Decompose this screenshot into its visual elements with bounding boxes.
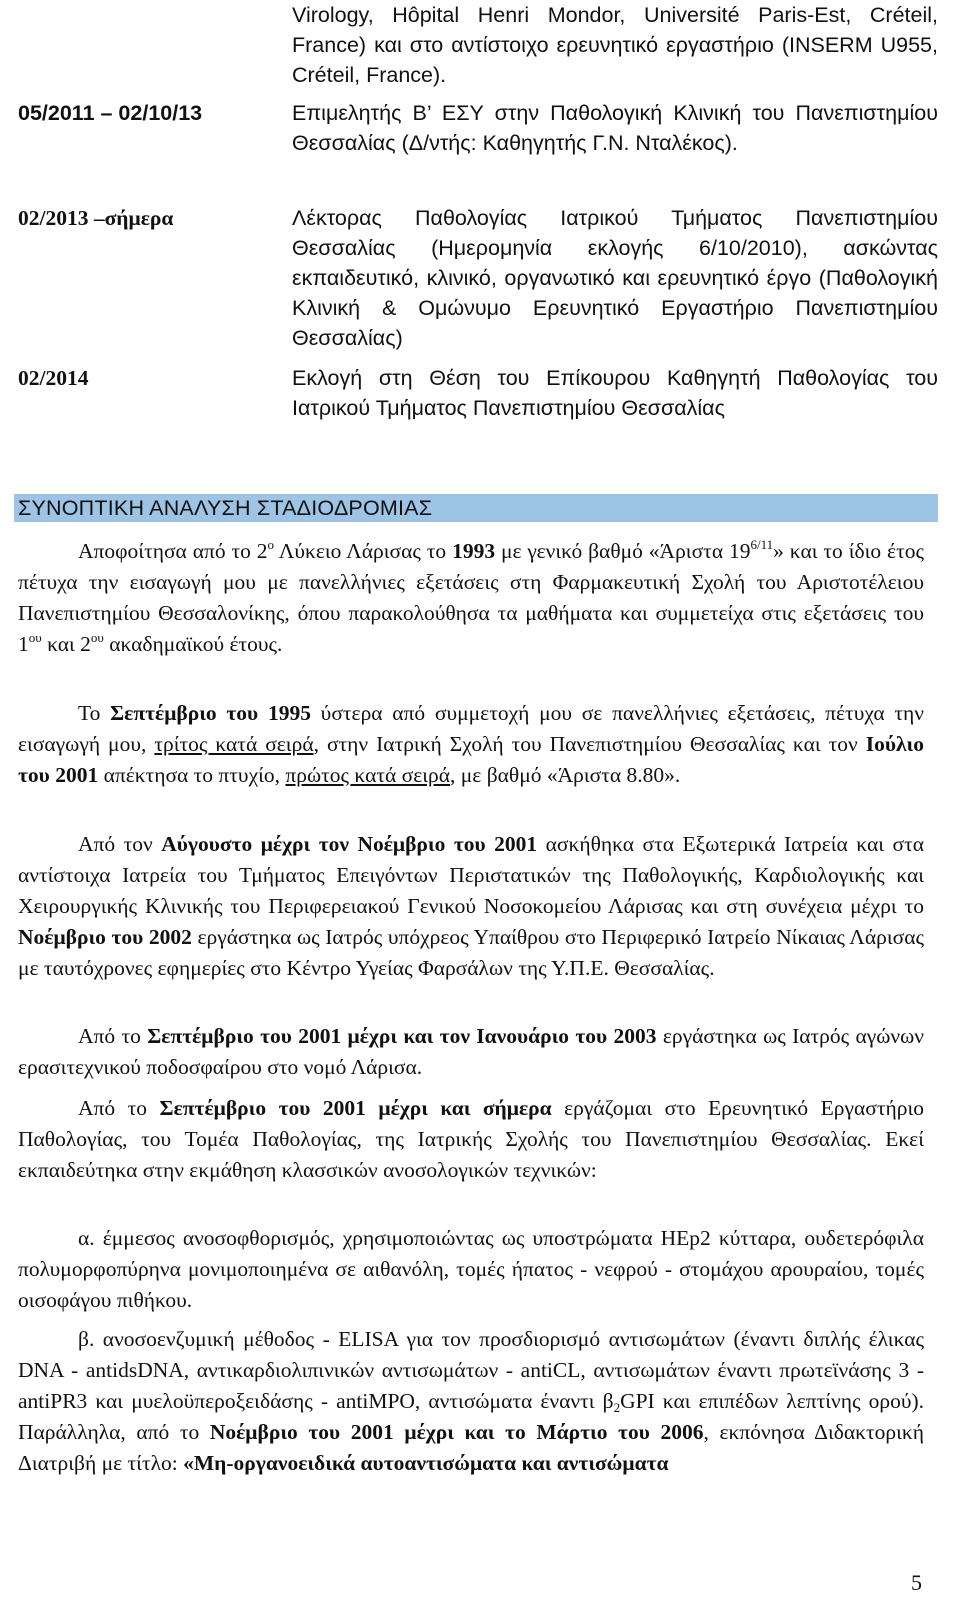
paragraph: [18, 1324, 924, 1479]
superscript: ου: [28, 630, 42, 645]
bold-text: Σεπτέμβριο του 2001 μέχρι και τον Ιανουάριο του 2003: [147, 1024, 657, 1048]
superscript: 6/11: [750, 537, 774, 552]
text-run: Από το: [78, 1024, 148, 1048]
section-heading: ΣΥΝΟΠΤΙΚΗ ΑΝΑΛΥΣΗ ΣΤΑΔΙΟΔΡΟΜΙΑΣ: [14, 494, 938, 522]
underlined-text: πρώτος κατά σειρά: [285, 763, 451, 787]
text-run: εργάστηκα ως Ιατρός υπόχρεος Υπαίθρου στο Περιφερικό Ιατρείο Νίκαιας Λάρισας με ταυτόχρονες εφημερίες στο Κέντρο Υγείας Φαρσάλων της Υ.Π.Ε. Θεσσαλίας.: [18, 925, 924, 980]
superscript: ο: [267, 537, 275, 552]
paragraph: [18, 698, 924, 791]
text-run: Από τον: [78, 832, 162, 856]
text-run: β. ανοσοενζυμική μέθοδος - ELISA για τον προσδιορισμό αντισωμάτων (έναντι διπλής έλικας DNA - antidsDNA, αντικαρδιολιπινικών αντισωμάτων - antiCL, αντισωμάτων έναντι πρωτεϊνάσης 3 - antiPR3 και μυελοϋπεροξειδάσης - antiMPO, αντισώματα έναντι β: [18, 1327, 924, 1413]
paragraph: [18, 1093, 924, 1186]
timeline-desc: Επιμελητής Β’ ΕΣΥ στην Παθολογική Κλινική του Πανεπιστημίου Θεσσαλίας (Δ/ντής: Καθηγητής Γ.Ν. Νταλέκος).: [292, 101, 938, 155]
text-run: GPI και επιπέδων λεπτίνης ορού). Παράλληλα, από το: [18, 1389, 924, 1444]
text-run: με γενικό βαθμό «Άριστα 19: [495, 539, 751, 563]
bold-text: Σεπτέμβριο του 1995: [110, 701, 311, 725]
text-run: , εκπόνησα Διδακτορική Διατριβή με τίτλο:: [18, 1420, 924, 1475]
text-run: Λύκειο Λάρισας το: [274, 539, 453, 563]
page-number: 5: [911, 1570, 922, 1595]
text-run: » και το ίδιο έτος πέτυχα την εισαγωγή μου με πανελλήνιες εξετάσεις στη Φαρμακευτική Σχολή του Αριστοτέλειου Πανεπιστημίου Θεσσαλονίκης, όπου παρακολούθησα τα μαθήματα και συμμετείχα στις εξετάσεις του 1: [18, 539, 924, 656]
text-run: , στην Ιατρική Σχολή του Πανεπιστημίου Θεσσαλίας και τον: [313, 732, 866, 756]
bold-text: Ιούλιο του 2001: [18, 732, 924, 787]
bold-text: Νοέμβριο του 2002: [18, 925, 192, 949]
timeline-date: 02/2013 –σήμερα: [18, 206, 174, 230]
text-run: και 2: [41, 632, 91, 656]
bold-text: Νοέμβριο του 2001 μέχρι και το Μάρτιο του 2006: [209, 1420, 704, 1444]
paragraph: α. έμμεσος ανοσοφθορισμός, χρησιμοποιώντας ως υποστρώματα HEp2 κύτταρα, ουδετερόφιλα πολυμορφοπύρηνα μονιμοποιημένα σε αιθανόλη, τομές ήπατος - νεφρού - στομάχου αρουραίου, τομές οισοφάγου πιθήκου.: [18, 1226, 924, 1312]
paragraph: [18, 1021, 924, 1083]
timeline-desc: Λέκτορας Παθολογίας Ιατρικού Τμήματος Πανεπιστημίου Θεσσαλίας (Ημερομηνία εκλογής 6/10/2010), ασκώντας εκπαιδευτικό, κλινικό, οργανωτικό και ερευνητικό έργο (Παθολογική Κλινική & Ομώνυμο Ερευνητικό Εργαστήριο Πανεπιστημίου Θεσσαλίας): [292, 206, 938, 350]
superscript: ου: [90, 630, 104, 645]
paragraph: [18, 536, 924, 660]
bold-text: «Μη-οργανοειδικά αυτοαντισώματα και αντισώματα: [183, 1451, 669, 1475]
text-run: ασκήθηκα στα Εξωτερικά Ιατρεία και στα αντίστοιχα Ιατρεία του Τμήματος Επειγόντων Περιστατικών της Παθολογικής, Καρδιολογικής και Χειρουργικής Κλινικής του Περιφερειακού Γενικού Νοσοκομείου Λάρισας και στη συνέχεια μέχρι το: [18, 832, 924, 918]
timeline-date: 05/2011 – 02/10/13: [18, 101, 203, 125]
text-run: απέκτησα το πτυχίο,: [98, 763, 286, 787]
bold-text: Σεπτέμβριο του 2001 μέχρι και σήμερα: [159, 1096, 552, 1120]
text-run: εργάζομαι στο Ερευνητικό Εργαστήριο Παθολογίας, του Τομέα Παθολογίας, της Ιατρικής Σχολής του Πανεπιστημίου Θεσσαλίας. Εκεί εκπαιδεύτηκα στην εκμάθηση κλασσικών ανοσολογικών τεχνικών:: [18, 1096, 924, 1182]
bold-text: 1993: [452, 539, 496, 563]
text-run: Το: [78, 701, 111, 725]
timeline-date: 02/2014: [18, 366, 89, 390]
text-run: Αποφοίτησα από το 2: [78, 539, 268, 563]
bold-text: Αύγουστο μέχρι τον Νοέμβριο του 2001: [161, 832, 538, 856]
text-run: Από το: [78, 1096, 160, 1120]
text-run: εργάστηκα ως Ιατρός αγώνων ερασιτεχνικού ποδοσφαίρου στο νομό Λάρισα.: [18, 1024, 924, 1079]
text-run: , με βαθμό «Άριστα 8.80».: [450, 763, 681, 787]
timeline-desc: Εκλογή στη Θέση του Επίκουρου Καθηγητή Παθολογίας του Ιατρικού Τμήματος Πανεπιστημίου Θεσσαλίας: [292, 366, 938, 420]
underlined-text: τρίτος κατά σειρά: [154, 732, 314, 756]
text-run: ακαδημαϊκού έτους.: [103, 632, 283, 656]
timeline-desc: Virology, Hôpital Henri Mondor, Université Paris-Est, Créteil, France) και στο αντίστοιχο ερευνητικό εργαστήριο (INSERM U955, Créteil, France).: [292, 3, 938, 87]
text-run: ύστερα από συμμετοχή μου σε πανελλήνιες εξετάσεις, πέτυχα την εισαγωγή μου,: [18, 701, 924, 756]
paragraph: [18, 829, 924, 984]
subscript: 2: [613, 1400, 621, 1415]
